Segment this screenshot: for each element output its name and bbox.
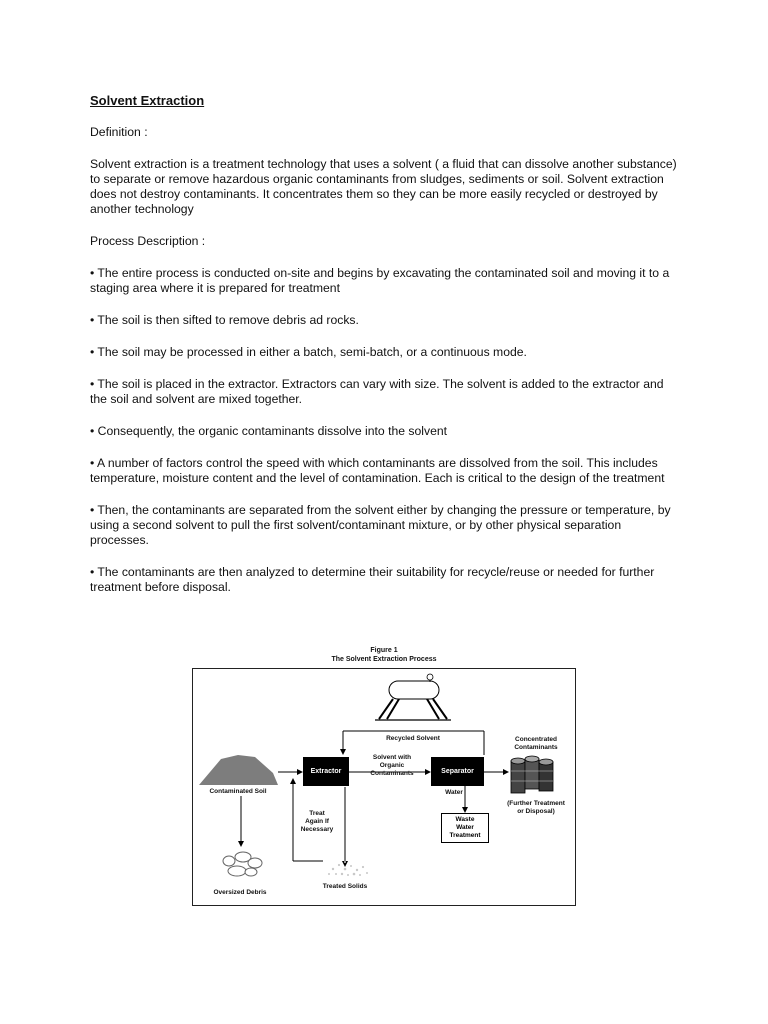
figure-caption-title: The Solvent Extraction Process xyxy=(331,656,437,663)
process-bullet: • The entire process is conducted on-site and begins by excavating the contaminated soil and moving it to a staging area where it is prepared for treatment xyxy=(90,266,670,295)
drums-icon xyxy=(511,756,553,793)
oversized-debris-label: Oversized Debris xyxy=(213,889,267,896)
soil-pile-icon xyxy=(199,755,278,785)
solvent-with-label: Solvent with Organic Contaminants xyxy=(370,754,414,777)
waste-water-treatment-box: Waste Water Treatment xyxy=(441,813,489,843)
process-bullet: • Then, the contaminants are separated from the solvent either by changing the pressure or temperature, by using a second solvent to pull the first solvent/contaminant mixture, or by other physical separation processes. xyxy=(90,503,671,547)
document-title: Solvent Extraction xyxy=(90,93,205,108)
solvent-tank-icon xyxy=(375,674,451,720)
figure-caption-number: Figure 1 xyxy=(370,647,398,654)
recycled-solvent-label: Recycled Solvent xyxy=(386,735,440,742)
definition-heading: Definition : xyxy=(90,125,148,139)
extractor-box: Extractor xyxy=(303,757,349,786)
concentrated-contaminants-label: Concentrated Contaminants xyxy=(514,736,558,751)
treated-solids-label: Treated Solids xyxy=(322,883,368,890)
contaminated-soil-label: Contaminated Soil xyxy=(209,788,267,795)
document-body xyxy=(90,93,680,612)
separator-box: Separator xyxy=(431,757,484,786)
water-label: Water xyxy=(445,789,463,796)
process-bullet: • The soil is then sifted to remove debris ad rocks. xyxy=(90,313,359,327)
process-figure xyxy=(192,668,576,906)
treated-solids-icon xyxy=(328,861,368,876)
definition-text: Solvent extraction is a treatment technology that uses a solvent ( a fluid that can dissolve another substance) to separate or remove hazardous organic contaminants from sludges, sediments or soil. Solvent extraction does not destroy contaminants. It concentrates them so they can be more easily recycled or destroyed by another technology xyxy=(90,157,677,216)
process-bullet: • The contaminants are then analyzed to determine their suitability for recycle/reuse or needed for further treatment before disposal. xyxy=(90,565,655,594)
process-bullet: • The soil is placed in the extractor. Extractors can vary with size. The solvent is added to the extractor and the soil and solvent are mixed together. xyxy=(90,377,664,406)
further-treatment-label: (Further Treatment or Disposal) xyxy=(507,800,565,815)
debris-icon xyxy=(223,852,262,876)
process-bullet: • A number of factors control the speed with which contaminants are dissolved from the soil. This includes temperature, moisture content and the level of contamination. Each is critical to the design of the treatment xyxy=(90,456,665,485)
treat-again-label: Treat Again If Necessary xyxy=(300,810,334,833)
process-bullet: • Consequently, the organic contaminants dissolve into the solvent xyxy=(90,424,448,438)
process-heading: Process Description : xyxy=(90,234,206,248)
process-bullet: • The soil may be processed in either a batch, semi-batch, or a continuous mode. xyxy=(90,345,527,359)
